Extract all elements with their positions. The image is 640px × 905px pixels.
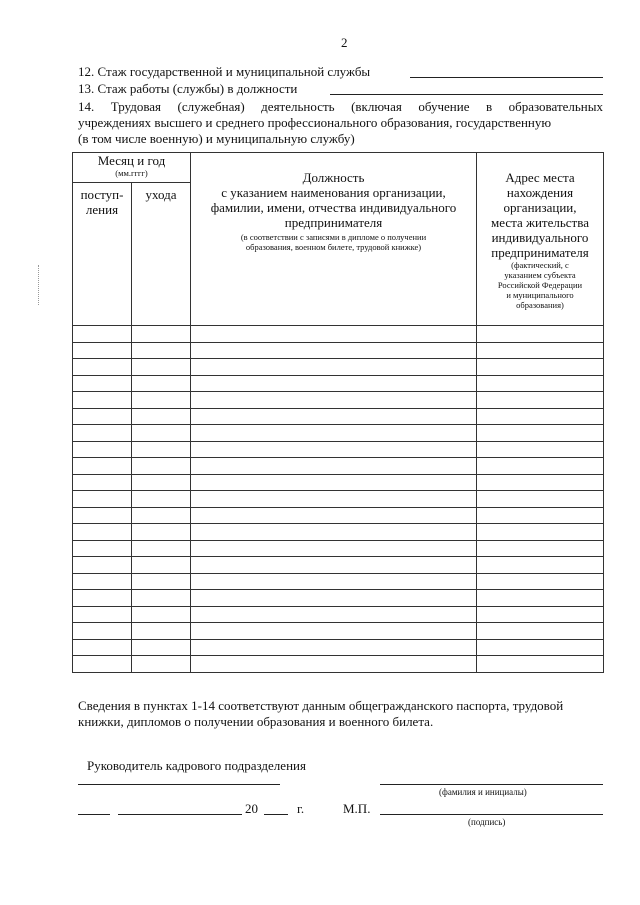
address-cell[interactable] (477, 557, 604, 574)
address-cell[interactable] (477, 590, 604, 607)
signature-field[interactable] (380, 814, 603, 815)
position-cell[interactable] (191, 606, 477, 623)
position-cell[interactable] (191, 623, 477, 640)
table-row (73, 359, 604, 376)
start-date-cell[interactable] (73, 590, 132, 607)
end-date-cell[interactable] (132, 507, 191, 524)
position-cell[interactable] (191, 491, 477, 508)
end-date-cell[interactable] (132, 540, 191, 557)
address-cell[interactable] (477, 458, 604, 475)
position-cell[interactable] (191, 342, 477, 359)
start-date-cell[interactable] (73, 326, 132, 343)
address-header (477, 153, 604, 326)
position-cell[interactable] (191, 375, 477, 392)
end-date-cell[interactable] (132, 573, 191, 590)
end-date-header: ухода (132, 183, 191, 326)
address-cell[interactable] (477, 524, 604, 541)
month-year-header (73, 153, 191, 183)
position-cell[interactable] (191, 573, 477, 590)
table-row (73, 606, 604, 623)
position-title: Должность с указанием наименования организации, фамилии, имени, отчества индивидуального предпринимателя (210, 170, 457, 230)
start-date-cell[interactable] (73, 606, 132, 623)
item-14-line1: 14. Трудовая (служебная) деятельность (включая обучение в образовательных (78, 99, 603, 114)
address-cell[interactable] (477, 623, 604, 640)
date-month-field[interactable] (118, 814, 242, 815)
start-date-cell[interactable] (73, 491, 132, 508)
end-date-cell[interactable] (132, 474, 191, 491)
address-title: Адрес места нахождения организации, места жительства индивидуального предпринимателя (491, 170, 589, 260)
start-date-cell[interactable] (73, 507, 132, 524)
position-cell[interactable] (191, 507, 477, 524)
position-cell[interactable] (191, 441, 477, 458)
position-cell[interactable] (191, 474, 477, 491)
start-date-cell[interactable] (73, 425, 132, 442)
table-row (73, 474, 604, 491)
start-date-cell[interactable] (73, 573, 132, 590)
position-cell[interactable] (191, 359, 477, 376)
end-date-cell[interactable] (132, 557, 191, 574)
statement-line2: книжки, дипломов о получении образования и военного билета. (78, 714, 434, 729)
position-cell[interactable] (191, 656, 477, 673)
start-date-cell[interactable] (73, 441, 132, 458)
table-row (73, 458, 604, 475)
address-cell[interactable] (477, 573, 604, 590)
table-row (73, 524, 604, 541)
end-date-cell[interactable] (132, 342, 191, 359)
signature-caption: (подпись) (468, 817, 506, 827)
end-date-cell[interactable] (132, 326, 191, 343)
table-row (73, 326, 604, 343)
month-year-title: Месяц и год (97, 153, 166, 168)
item-12-field[interactable] (410, 77, 603, 78)
start-date-cell[interactable] (73, 639, 132, 656)
page-number: 2 (341, 35, 348, 50)
end-date-cell[interactable] (132, 441, 191, 458)
position-cell[interactable] (191, 408, 477, 425)
position-cell[interactable] (191, 392, 477, 409)
address-cell[interactable] (477, 342, 604, 359)
address-cell[interactable] (477, 392, 604, 409)
margin-dots (38, 265, 43, 305)
start-date-cell[interactable] (73, 392, 132, 409)
start-date-cell[interactable] (73, 524, 132, 541)
item-13-label: 13. Стаж работы (службы) в должности (78, 81, 298, 96)
address-cell[interactable] (477, 425, 604, 442)
position-header (191, 153, 477, 326)
end-date-cell[interactable] (132, 639, 191, 656)
start-date-cell[interactable] (73, 408, 132, 425)
table-row (73, 623, 604, 640)
table-row (73, 540, 604, 557)
position-cell[interactable] (191, 458, 477, 475)
address-cell[interactable] (477, 326, 604, 343)
item-14-line2: учреждениях высшего и среднего профессионального образования, государственную (78, 115, 552, 130)
table-header-row (73, 153, 604, 183)
item-12-label: 12. Стаж государственной и муниципальной службы (78, 64, 371, 79)
month-year-format: (мм.гггг) (115, 168, 148, 178)
date-year-suffix: г. (297, 801, 305, 816)
position-note: (в соответствии с записями в дипломе о получении образования, военном билете, трудовой книжке) (240, 232, 427, 252)
position-cell[interactable] (191, 639, 477, 656)
item-13-field[interactable] (330, 94, 603, 95)
stamp-label: М.П. (343, 801, 371, 816)
table-row (73, 573, 604, 590)
end-date-cell[interactable] (132, 590, 191, 607)
address-cell[interactable] (477, 408, 604, 425)
address-cell[interactable] (477, 606, 604, 623)
end-date-cell[interactable] (132, 491, 191, 508)
table-row (73, 507, 604, 524)
left-signature-line[interactable] (78, 784, 280, 785)
date-year-field[interactable] (264, 814, 288, 815)
hr-head-label: Руководитель кадрового подразделения (87, 758, 306, 773)
position-cell[interactable] (191, 590, 477, 607)
position-cell[interactable] (191, 524, 477, 541)
name-caption: (фамилия и инициалы) (439, 787, 527, 797)
start-date-cell[interactable] (73, 342, 132, 359)
start-date-header: поступ- ления (73, 183, 132, 326)
start-date-cell[interactable] (73, 474, 132, 491)
position-cell[interactable] (191, 425, 477, 442)
end-date-cell[interactable] (132, 425, 191, 442)
address-cell[interactable] (477, 375, 604, 392)
end-date-cell[interactable] (132, 408, 191, 425)
table-row (73, 590, 604, 607)
table-row (73, 441, 604, 458)
table-row (73, 408, 604, 425)
start-date-cell[interactable] (73, 540, 132, 557)
end-date-cell[interactable] (132, 458, 191, 475)
hr-head-name-field[interactable] (380, 784, 603, 785)
position-cell[interactable] (191, 557, 477, 574)
start-date-cell[interactable] (73, 458, 132, 475)
start-date-cell[interactable] (73, 375, 132, 392)
address-cell[interactable] (477, 441, 604, 458)
start-date-cell[interactable] (73, 359, 132, 376)
item-14-line3: (в том числе военную) и муниципальную службу) (78, 131, 355, 146)
address-cell[interactable] (477, 639, 604, 656)
end-date-cell[interactable] (132, 606, 191, 623)
end-date-cell[interactable] (132, 375, 191, 392)
table-row (73, 375, 604, 392)
table-row (73, 656, 604, 673)
statement-line1: Сведения в пунктах 1-14 соответствуют данным общегражданского паспорта, трудовой (78, 698, 564, 713)
address-cell[interactable] (477, 359, 604, 376)
end-date-cell[interactable] (132, 392, 191, 409)
end-date-cell[interactable] (132, 359, 191, 376)
table-row (73, 342, 604, 359)
position-cell[interactable] (191, 540, 477, 557)
address-cell[interactable] (477, 656, 604, 673)
address-cell[interactable] (477, 474, 604, 491)
end-date-cell[interactable] (132, 656, 191, 673)
date-day-field[interactable] (78, 814, 110, 815)
table-row (73, 557, 604, 574)
table-row (73, 425, 604, 442)
table-body (73, 326, 604, 673)
employment-table (72, 152, 604, 673)
address-cell[interactable] (477, 540, 604, 557)
table-row (73, 639, 604, 656)
table-row (73, 392, 604, 409)
end-date-cell[interactable] (132, 524, 191, 541)
start-date-cell[interactable] (73, 656, 132, 673)
start-date-cell[interactable] (73, 623, 132, 640)
address-cell[interactable] (477, 507, 604, 524)
start-date-cell[interactable] (73, 557, 132, 574)
date-year-prefix: 20 (245, 801, 258, 816)
end-date-cell[interactable] (132, 623, 191, 640)
table-row (73, 491, 604, 508)
position-cell[interactable] (191, 326, 477, 343)
address-note: (фактический, с указанием субъекта Российской Федерации и муниципального образования) (497, 260, 583, 310)
address-cell[interactable] (477, 491, 604, 508)
